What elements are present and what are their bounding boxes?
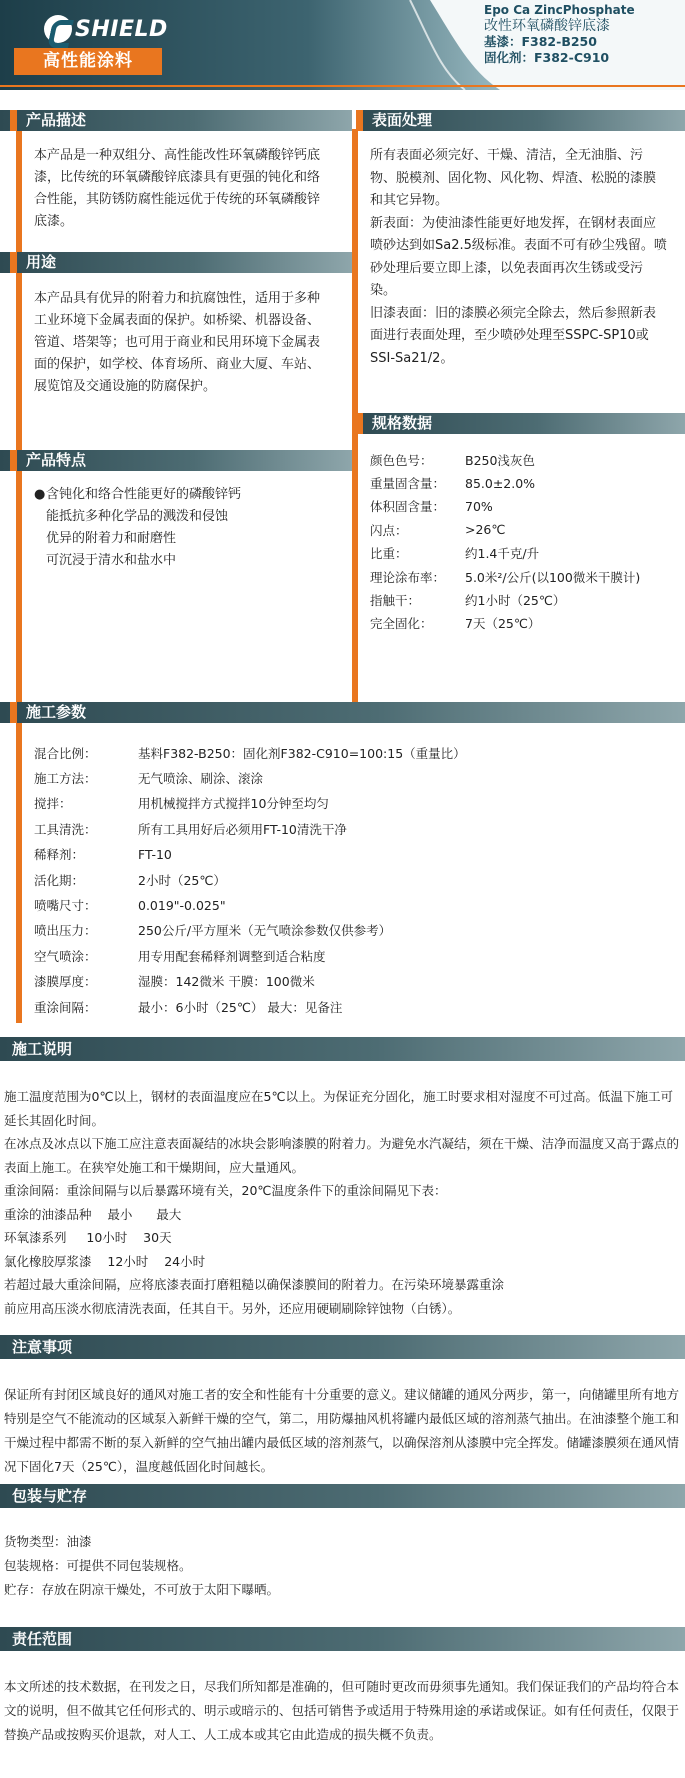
section-heading-liability: 责任范围 — [0, 1627, 685, 1651]
notes-line: 施工温度范围为0℃以上，钢材的表面温度应在5℃以上。为保证充分固化，施工时要求相对湿度不可过高。低温下施工可延长其固化时间。 — [4, 1089, 673, 1128]
feature-item: ●含钝化和络合性能更好的磷酸锌钙 — [34, 484, 334, 506]
notes-line: 氯化橡胶厚浆漆 12小时 24小时 — [4, 1253, 206, 1269]
notes-text — [4, 1085, 679, 1320]
features-list — [34, 484, 334, 572]
spec-row: 体积固含量： 70% — [370, 498, 493, 515]
section-heading-packaging: 包装与贮存 — [0, 1484, 685, 1508]
brand-logo — [44, 14, 168, 44]
base-code: 基漆：F382-B250 — [484, 34, 597, 49]
feature-item: 可沉浸于清水和盐水中 — [46, 553, 177, 568]
section-heading-caution: 注意事项 — [0, 1335, 685, 1359]
spec-row: 闪点： >26℃ — [370, 522, 506, 538]
bullet-icon: ● — [34, 487, 46, 502]
packaging-line: 贮存：存放在阴凉干燥处，不可放于太阳下曝晒。 — [4, 1582, 280, 1597]
surface-paragraph: 新表面：为使油漆性能更好地发挥，在钢材表面应喷砂达到如Sa2.5级标准。表面不可有砂尘残留。喷砂处理后要立即上漆，以免表面再次生锈或受污染。 — [370, 215, 667, 298]
application-row: 混合比例： 基料F382-B250：固化剂F382-C910=100:15（重量比） — [34, 745, 466, 761]
application-row: 工具清洗： 所有工具用好后必须用FT-10清洗干净 — [34, 821, 347, 837]
spec-row: 重量固含量： 85.0±2.0% — [370, 475, 536, 492]
notes-line: 重涂间隔：重涂间隔与以后暴露环境有关，20℃温度条件下的重涂间隔见下表： — [4, 1183, 447, 1198]
product-name-en: Epo Ca ZincPhosphate — [484, 3, 635, 17]
feature-item: 能抵抗多种化学品的溅泼和侵蚀 — [46, 509, 229, 524]
application-row: 施工方法： 无气喷涂、刷涂、滚涂 — [34, 771, 264, 787]
application-row: 漆膜厚度： 湿膜：142微米 干膜：100微米 — [34, 974, 315, 990]
section-heading-application: 施工参数 — [0, 702, 685, 723]
application-table — [34, 740, 654, 1019]
packaging-line: 包装规格：可提供不同包装规格。 — [4, 1558, 192, 1573]
surface-paragraph: 旧漆表面：旧的漆膜必须完全除去，然后参照新表面进行表面处理，至少喷砂处理至SSPC-SP10或SSI-Sa21/2。 — [370, 305, 657, 366]
specs-table — [370, 448, 670, 635]
brand-name: SHIELD — [75, 16, 168, 42]
section-heading-description: 产品描述 — [0, 110, 352, 131]
notes-line: 环氧漆系列 10小时 30天 — [4, 1230, 172, 1245]
hardener-code: 固化剂：F382-C910 — [484, 50, 610, 65]
packaging-text — [4, 1530, 679, 1602]
section-heading-notes: 施工说明 — [0, 1037, 685, 1061]
spec-row: 比重： 约1.4千克/升 — [370, 546, 540, 562]
application-row: 稀释剂： FT-10 — [34, 846, 172, 863]
surface-text — [370, 145, 668, 370]
application-row: 重涂间隔： 最小：6小时（25℃） 最大：见备注 — [34, 999, 343, 1015]
notes-line: 前应用高压淡水彻底清洗表面，任其自干。另外，还应用硬刷刷除锌蚀物（白锈）。 — [4, 1300, 461, 1316]
application-rule — [16, 723, 22, 1023]
spec-row: 理论涂布率： 5.0米²/公斤(以100微米干膜计) — [370, 569, 641, 585]
product-info — [484, 2, 684, 66]
section-heading-specs: 规格数据 — [356, 413, 685, 434]
packaging-line: 货物类型：油漆 — [4, 1534, 92, 1549]
application-row: 喷嘴尺寸： 0.019"-0.025" — [34, 897, 226, 914]
feature-item: 优异的附着力和耐磨性 — [46, 531, 177, 546]
notes-line: 重涂的油漆品种 最小 最大 — [4, 1206, 182, 1222]
description-text: 本产品是一种双组分、高性能改性环氧磷酸锌钙底漆，比传统的环氧磷酸锌底漆具有更强的钝化和络合性能，其防锈防腐性能远优于传统的环氧磷酸锌底漆。 — [34, 148, 321, 229]
application-row: 空气喷涂： 用专用配套稀释剂调整到适合粘度 — [34, 948, 326, 964]
header — [0, 0, 685, 90]
tagline-badge: 高性能涂料 — [14, 48, 162, 75]
notes-line: 若超过最大重涂间隔，应将底漆表面打磨粗糙以确保漆膜间的附着力。在污染环境暴露重涂 — [4, 1277, 505, 1292]
liability-text: 本文所述的技术数据，在刊发之日，尽我们所知都是准确的，但可随时更改而毋须事先通知。我们保证我们的产品均符合本文的说明，但不做其它任何形式的、明示或暗示的、包括可销售予或适用于特殊用途的承诺或保证。如有任何责任，仅限于替换产品或按购买价退款，对人工、人工成本或其它由此造成的损失概不负责。 — [4, 1679, 680, 1742]
left-column-rule — [16, 129, 22, 702]
spec-row: 指触干： 约1小时（25℃） — [370, 593, 566, 609]
notes-line: 在冰点及冰点以下施工应注意表面凝结的冰块会影响漆膜的附着力。为避免水汽凝结，须在干燥、洁净而温度又高于露点的表面上施工。在狭窄处施工和干燥期间，应大量通风。 — [4, 1136, 680, 1175]
shield-logo-icon — [44, 15, 72, 43]
section-heading-features: 产品特点 — [0, 450, 352, 471]
application-row: 搅拌： 用机械搅拌方式搅拌10分钟至均匀 — [34, 796, 329, 812]
spec-row: 颜色色号： B250浅灰色 — [370, 452, 535, 468]
section-heading-usage: 用途 — [0, 252, 352, 273]
application-row: 喷出压力： 250公斤/平方厘米（无气喷涂参数仅供参考） — [34, 923, 392, 939]
section-heading-surface: 表面处理 — [356, 110, 685, 131]
application-row: 活化期： 2小时（25℃） — [34, 872, 226, 888]
caution-text: 保证所有封闭区域良好的通风对施工者的安全和性能有十分重要的意义。建议储罐的通风分两步，第一，向储罐里所有地方特别是空气不能流动的区域泵入新鲜干燥的空气，第二，用防爆抽风机将罐内最低区域的溶剂蒸气抽出。在油漆整个施工和干燥过程中都需不断的泵入新鲜的空气抽出罐内最低区域的溶剂蒸气，以确保溶剂从漆膜中完全挥发。储罐漆膜须在通风情况下固化7天（25℃），温度越低固化时间越长。 — [4, 1387, 680, 1474]
spec-row: 完全固化： 7天（25℃） — [370, 616, 541, 632]
usage-text: 本产品具有优异的附着力和抗腐蚀性，适用于多种工业环境下金属表面的保护。如桥梁、机器设备、管道、塔架等；也可用于商业和民用环境下金属表面的保护，如学校、体育场所、商业大厦、车站、展览馆及交通设施的防腐保护。 — [34, 291, 321, 394]
product-name-cn: 改性环氧磷酸锌底漆 — [484, 18, 610, 34]
surface-paragraph: 所有表面必须完好、干燥、清洁，全无油脂、污物、脱模剂、固化物、风化物、焊渣、松脱的漆膜和其它异物。 — [370, 148, 657, 208]
